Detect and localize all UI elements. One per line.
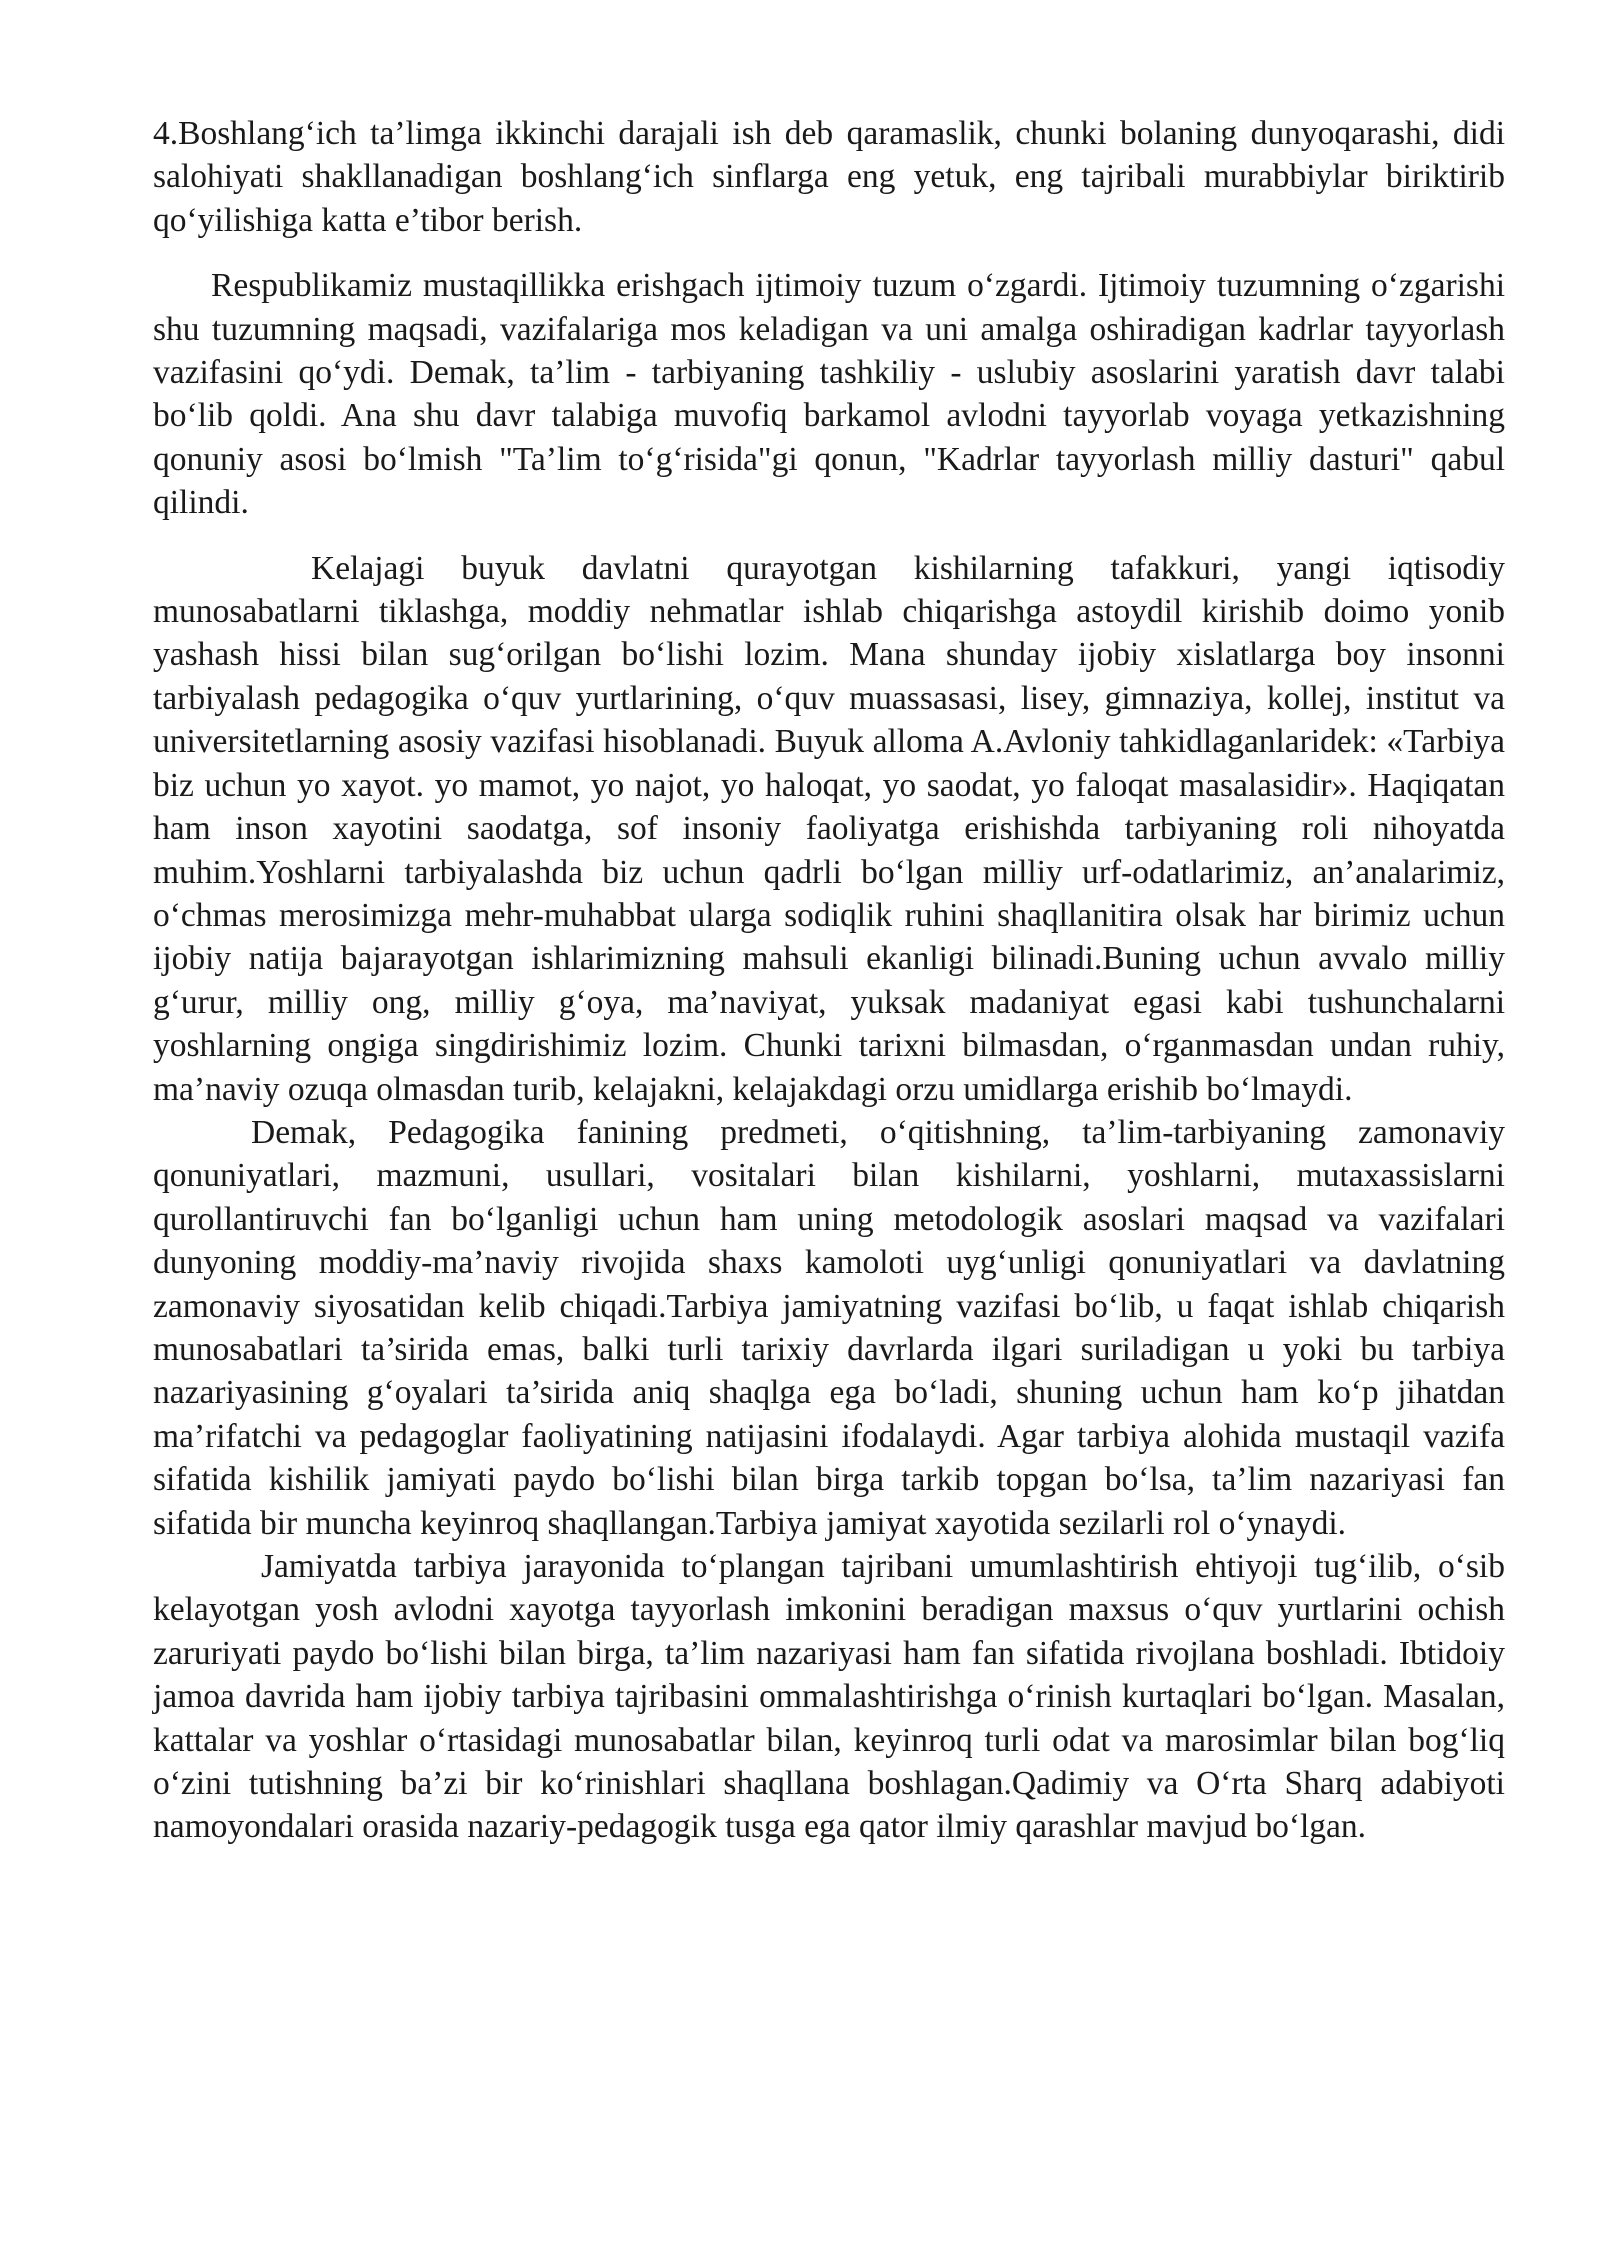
paragraph-5: Jamiyatda tarbiya jarayonida to‘plangan tajribani umumlashtirish ehtiyoji tug‘ilib, o‘sib kelayotgan yosh avlodni xayotga tayyorlash imkonini beradigan maxsus o‘quv yurtlarini ochish zaruriyati paydo bo‘lishi bilan birga, ta’lim nazariyasi ham fan sifatida rivojlana boshladi. Ibtidoiy jamoa davrida ham ijobiy tarbiya tajribasini ommalashtirishga o‘rinish kurtaqlari bo‘lgan. Masalan, kattalar va yoshlar o‘rtasidagi munosabatlar bilan, keyinroq turli odat va marosimlar bilan bog‘liq o‘zini tutishning ba’zi bir ko‘rinishlari shaqllana boshlagan.Qadimiy va O‘rta Sharq adabiyoti namoyondalari orasida nazariy-pedagogik tusga ega qator ilmiy qarashlar mavjud bo‘lgan. [153,1548,1505,1846]
paragraph-4: Demak, Pedagogika fanining predmeti, o‘qitishning, ta’lim-tarbiyaning zamonaviy qonuniyatlari, mazmuni, usullari, vositalari bilan kishilarni, yoshlarni, mutaxassislarni qurollantiruvchi fan bo‘lganligi uchun ham uning metodologik asoslari maqsad va vazifalari dunyoning moddiy-ma’naviy rivojida shaxs kamoloti uyg‘unligi qonuniyatlari va davlatning zamonaviy siyosatidan kelib chiqadi.Tarbiya jamiyatning vazifasi bo‘lib, u faqat ishlab chiqarish munosabatlari ta’sirida emas, balki turli tarixiy davrlarda ilgari suriladigan u yoki bu tarbiya nazariyasining g‘oyalari ta’sirida aniq shaqlga ega bo‘ladi, shuning uchun ham ko‘p jihatdan ma’rifatchi va pedagoglar faoliyatining natijasini ifodalaydi. Agar tarbiya alohida mustaqil vazifa sifatida kishilik jamiyati paydo bo‘lishi bilan birga tarkib topgan bo‘lsa, ta’lim nazariyasi fan sifatida bir muncha keyinroq shaqllangan.Tarbiya jamiyat xayotida sezilarli rol o‘ynaydi. [153,1113,1505,1542]
paragraph-1: 4.Boshlang‘ich ta’limga ikkinchi darajali ish deb qaramaslik, chunki bolaning dunyoqarashi, didi salohiyati shakllanadigan boshlang‘ich sinflarga eng yetuk, eng tajribali murabbiylar biriktirib qo‘yilishiga katta e’tibor berish. [153,115,1505,239]
paragraph-3: Kelajagi buyuk davlatni qurayotgan kishilarning tafakkuri, yangi iqtisodiy munosabatlarni tiklashga, moddiy nehmatlar ishlab chiqarishga astoydil kirishib doimo yonib yashash hissi bilan sug‘orilgan bo‘lishi lozim. Mana shunday ijobiy xislatlarga boy insonni tarbiyalash pedagogika o‘quv yurtlarining, o‘quv muassasasi, lisey, gimnaziya, kollej, institut va universitetlarning asosiy vazifasi hisoblanadi. Buyuk alloma A.Avloniy tahkidlaganlaridek: «Tarbiya biz uchun yo xayot. yo mamot, yo najot, yo haloqat, yo saodat, yo faloqat masalasidir». Haqiqatan ham inson xayotini saodatga, sof insoniy faoliyatga erishishda tarbiyaning roli nihoyatda muhim.Yoshlarni tarbiyalashda biz uchun qadrli bo‘lgan milliy urf-odatlarimiz, an’analarimiz, o‘chmas merosimizga mehr-muhabbat ularga sodiqlik ruhini shaqllanitira olsak har birimiz uchun ijobiy natija bajarayotgan ishlarimizning mahsuli ekanligi bilinadi.Buning uchun avvalo milliy g‘urur, milliy ong, milliy g‘oya, ma’naviyat, yuksak madaniyat egasi kabi tushunchalarni yoshlarning ongiga singdirishimiz lozim. Chunki tarixni bilmasdan, o‘rganmasdan undan ruhiy, ma’naviy ozuqa olmasdan turib, kelajakni, kelajakdagi orzu umidlarga erishib bo‘lmaydi. [153,549,1505,1108]
paragraph-2: Respublikamiz mustaqillikka erishgach ijtimoiy tuzum o‘zgardi. Ijtimoiy tuzumning o‘zgarishi shu tuzumning maqsadi, vazifalariga mos keladigan va uni amalga oshiradigan kadrlar tayyorlash vazifasini qo‘ydi. Demak, ta’lim - tarbiyaning tashkiliy - uslubiy asoslarini yaratish davr talabi bo‘lib qoldi. Ana shu davr talabiga muvofiq barkamol avlodni tayyorlab voyaga yetkazishning qonuniy asosi bo‘lmish "Ta’lim to‘g‘risida"gi qonun, "Kadrlar tayyorlash milliy dasturi" qabul qilindi. [153,267,1505,522]
document-page [153,112,1505,1849]
